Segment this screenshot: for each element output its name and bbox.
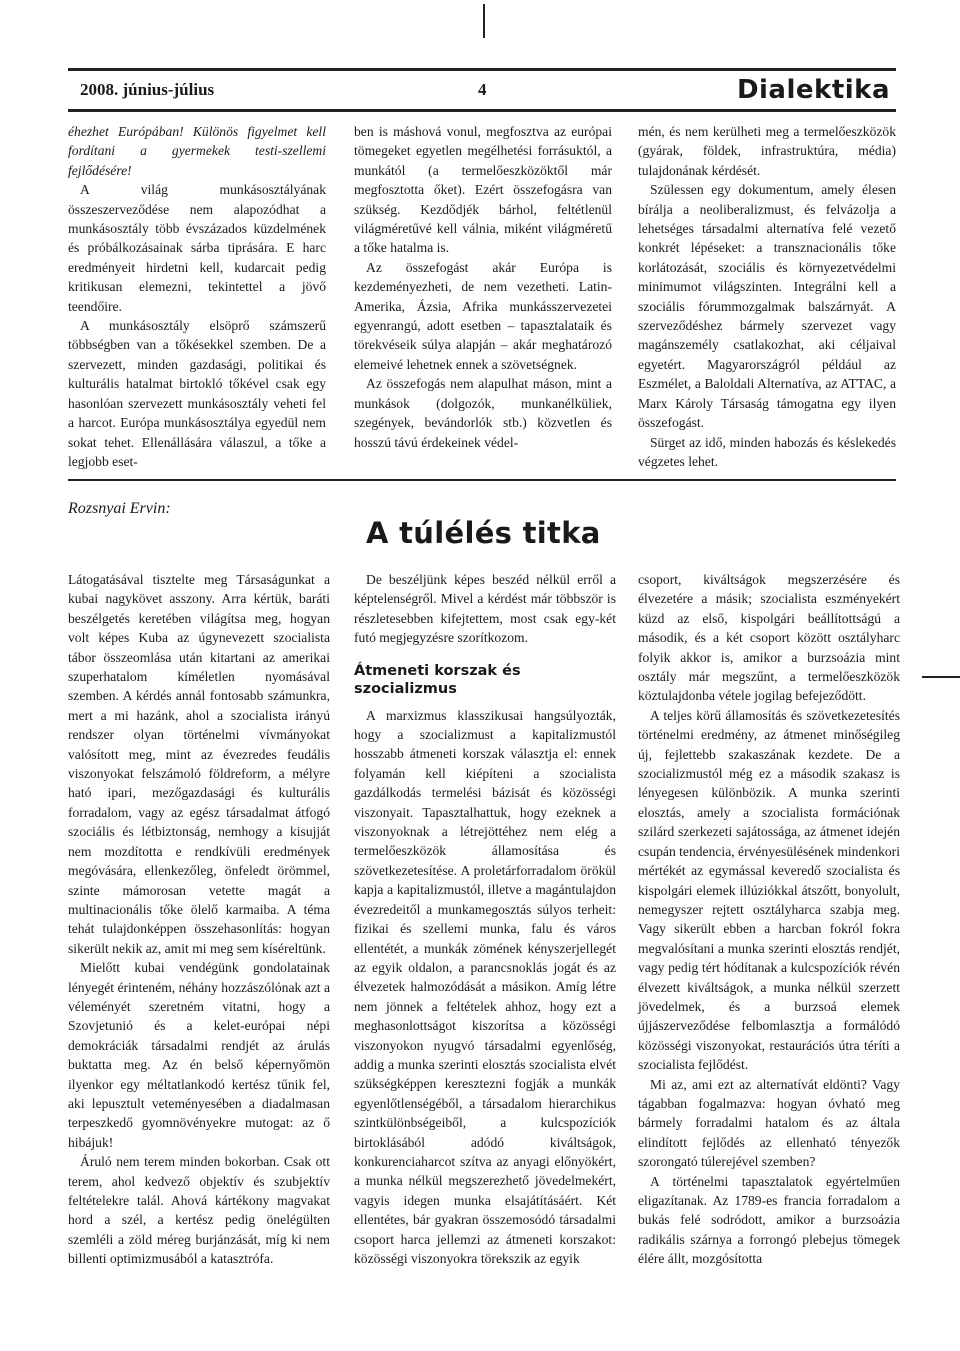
paragraph: mén, és nem kerülheti meg a termelőeszközök (gyárak, földek, infrastruktúra, média) tulajdonának kérdését.	[638, 124, 896, 178]
crop-mark-top	[483, 4, 485, 38]
paragraph: Sürget az idő, minden habozás és késlekedés végzetes lehet.	[638, 434, 896, 469]
paragraph: éhezhet Európában! Különös figyelmet kell fordítani a gyermekek testi-szellemi fejlődésére!	[68, 124, 326, 178]
paragraph: ben is máshová vonul, megfosztva az európai tömegeket egyetlen megélhetési forrásuktól, a munkától (a termelőeszközöktől már megfosztotta őket). Ezért összefogásra van szükség. Kezdődjék bárhol, feltétlenül világméretűvé kell válnia, miként világméretű a tőke hatalma is.	[354, 124, 612, 256]
page-number: 4	[478, 80, 487, 99]
paragraph: Mielőtt kubai vendégünk gondolatainak lényegét érinteném, néhány hozzászólónak azt a véleményét szeretném vitatni, hogy a Szovjetunió és a kelet-európai népi demokráciák társadalmi rendjét az árulás buktatta meg. Az én belső képernyőmön ilyenkor egy méltatlankodó kertész tűnik fel, aki lepusztult veteményesében a diadalmasan terpeszkedő gyomnövényekre mutogat: az ő hibájuk!	[68, 960, 330, 1150]
paragraph: A teljes körű államosítás és szövetkezetesítés történelmi eredmény, az átmenet minőségileg új, fejlettebb szakaszának kezdete. De a szocializmustól még ez a második szakasz is lényegesen különbözik. A munka szerinti elosztás, amely a szocialista formációnak szilárd szerkezeti sajátossága, az átmenet idején csupán tendencia, érvényesülésének mindenkori mértékét az egymással keveredő szocialista és kispolgári elemek illúziókkal átszőtt, bonyolult, nemegyszer rejtett osztályharca szabja meg. Vagy sikerült ebben a harcban fokról fokra megvalósítani a munka szerinti elosztás rendjét, vagy pedig tért hódítanak a kulcspozíciók révén élvezett kiváltságok, a munka nélkül szerzett jövedelmek, és a burzsoá elemek újjászerveződése felbomlasztja a formálódó közösségi viszonyokat, restaurációs útra téríti a szocialista fejlődést.	[638, 707, 900, 1073]
paragraph: De beszéljünk képes beszéd nélkül erről a képtelenségről. Mivel a kérdést már többször is részletesebben kifejtettem, most csak egy-két futó megjegyzésre szorítkozom.	[354, 572, 616, 646]
page-header	[68, 68, 896, 112]
paragraph: Az összefogást akár Európa is kezdeményezheti, de nem vezetheti. Latin-Amerika, Ázsia, Afrika munkásszervezetei egyenrangú, adott esetben – tapasztalataik és törekvéseik súlya alapján – akár meghatározó elemeivé lehetnek ennek a szövetségnek.	[354, 259, 612, 372]
bottom-column-3	[638, 570, 900, 1269]
paragraph: Látogatásával tisztelte meg Társaságunkat a kubai nagykövet asszony. Arra kértük, baráti beszélgetés keretében világítsa meg, hogyan volt képes Kuba az úgynevezett szocialista tábor összeomlása után kitartani az amerikai szuperhatalom kíméletlen nyomásával szemben. A kérdés annál fontosabb számunkra, mert a mi hazánk, ahol a szocialista irányú rendszer olyan történelmi vívmányokat valósított meg, mint az évezredes feudális viszonyokat felszámoló földreform, a mélyre ható ipari, mezőgazdasági és kulturális forradalom, vagy az egész társadalmat átfogó szociális és létbiztonság, nemhogy a kisujját nem mozdította e rendkívüli eredmények megóvására, ellenkezőleg, önfeledt örömmel, szinte mámorosan vetette magát a multinacionális tőke ölelő karmaiba. A téma tehát tulajdonképpen összehasonlítás: hogyan sikerült nekik az, amit mi meg sem kíséreltünk.	[68, 572, 330, 956]
article-title: A túlélés titka	[366, 516, 601, 550]
paragraph: Szülessen egy dokumentum, amely élesen bírálja a neoliberalizmust, és felvázolja a lehetséges társadalmi alternatíva felé vezető konkrét lépéseket: a transznacionális tőke korlátozását, szociális és környezetvédelmi minimumot világszinten. Integrálni kell a szociális fórummozgalmak balszárnyát. A szerveződéshez bármely szervezet vagy magánszemély csatlakozhat, aki céljaival egyetért. Magyarországról például az Eszmélet, a Baloldali Alternatíva, az ATTAC, a Marx Károly Társaság támogatna egy ilyen összefogást.	[638, 182, 896, 431]
top-column-3	[638, 122, 896, 471]
bottom-column-1	[68, 570, 330, 1269]
crop-mark-right	[922, 676, 960, 678]
top-column-2	[354, 122, 612, 452]
bottom-column-2	[354, 570, 616, 1268]
paragraph: Mi az, ami ezt az alternatívát eldönti? Vagy tágabban fogalmazva: hogyan óvható meg bármely forradalmi hatalom és az általa elindított fejlődés az ellenható tényezők szorongató túlerejével szemben?	[638, 1076, 900, 1170]
paragraph: A történelmi tapasztalatok egyértelműen eligazítanak. Az 1789-es francia forradalom a bukás felé sodródott, amikor a burzsoázia radikális szárnya a forrongó plebejus tömegek élére állt, mozgósította	[638, 1173, 900, 1267]
paragraph: A világ munkásosztályának összeszerveződése nem alapozódhat a munkásosztály több évszázados küzdelmének és próbálkozásainak sárba tiprására. E harc eredményeit hirdetni kell, kudarcait pedig kritikusan elemezni, tekintettel a jövő teendőire.	[68, 182, 326, 314]
paragraph: Áruló nem terem minden bokorban. Csak ott terem, ahol kedvező objektív és szubjektív feltételekre talál. Ahová kártékony magvakat hord a szél, a kertész pedig önelégülten szemléli a zöld méreg burjánzását, míg ki nem billenti optimizmusából a katasztrófa.	[68, 1154, 330, 1267]
top-column-1	[68, 122, 326, 471]
article-author: Rozsnyai Ervin:	[68, 500, 171, 517]
paragraph: Az összefogás nem alapulhat máson, mint a munkások (dolgozók, munkanélküliek, szegények, bevándorlók stb.) közvetlen és hosszú távú érdekeinek védel-	[354, 376, 612, 450]
paragraph: csoport, kiváltságok megszerzésére és élvezetére a másik; szocialista eszményekért küzd az első, kispolgári beállítottságú a második, és a két csoport között osztályharc folyik akkor is, amikor a burzsoázia mint osztály már megszűnt, a termelőeszközök köztulajdonba vétele jogilag befejeződött.	[638, 572, 900, 704]
issue-date: 2008. június-július	[80, 80, 215, 99]
section-divider	[68, 479, 896, 481]
publication-logo: Dialektika	[736, 75, 890, 105]
paragraph: A marxizmus klasszikusai hangsúlyozták, hogy a szocializmust a kapitalizmustól hosszabb átmeneti korszak választja el: ennek folyamán kell kiépíteni a szocialista gazdálkodás termelési bázisát és közösségi viszonyait. Tapasztalhattuk, hogy ezeknek a viszonyoknak a létrejöttéhez nem elég a termelőeszközök államosítása és szövetkezetesítése. A proletárforradalom örökül kapja a kapitalizmustól, illetve a magántulajdon évezredeitől a munkamegosztás súlyos terheit: fizikai és szellemi munka, falu és város ellentétét, a munkák zömének kényszerjellegét az egyik oldalon, a parancsnoklás jogát és az élvezetek halmozódását a másikon. Amíg létre nem jönnek a feltételek ahhoz, hogy ezt a meghasonlottságot kiszorítsa a közösségi viszonyokon nyugvó társadalmi egyenlőség, addig a munka szerinti elosztás szocialista elvét szükségképpen keresztezni fogják a munkák egyenlőtlenségéből, a társadalom hierarchikus szintkülönbségeiből, a kulcspozíciók birtoklásából adódó kiváltságok, konkurenciaharcot szítva az anyagi előnyökért, a munka nélkül megszerezhető jövedelmekért, vagyis idegen munka elsajátításáért. Két ellentétes, bár gyakran összemosódó társadalmi csoport harca jellemzi az átmeneti korszakot: közösségi viszonyokra törekszik az egyik	[354, 707, 616, 1266]
section-subheading: Átmeneti korszak és szocializmus	[354, 662, 521, 697]
paragraph: A munkásosztály elsöprő számszerű többségben van a tőkésekkel szemben. De a szervezett, minden gazdasági, politikai és kulturális hatalmat birtokló tőkével csak egy hasonlóan szervezett munkásosztály veheti fel a harcot. Európa munkásosztálya egyedül nem sokat tehet. Ellenállására válaszul, a tőke a legjobb eset-	[68, 318, 326, 469]
